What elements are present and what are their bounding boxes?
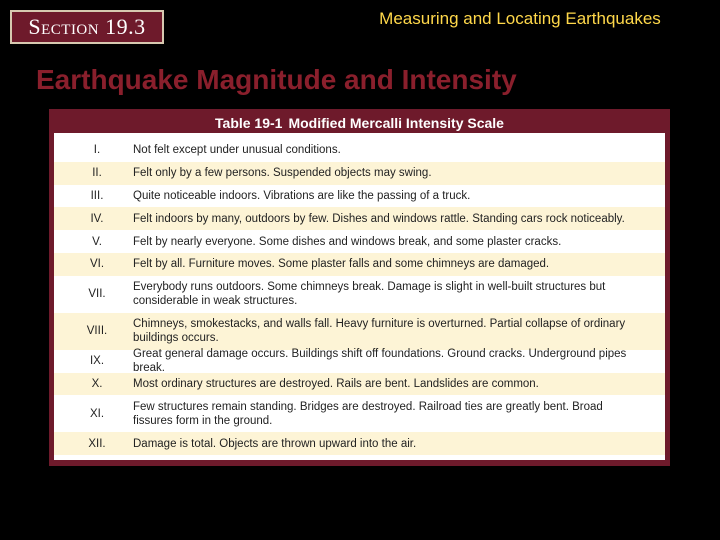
table-row <box>54 350 665 373</box>
table-body <box>54 133 665 460</box>
table-caption <box>54 109 665 133</box>
table-row <box>54 207 665 230</box>
intensity-description: Few structures remain standing. Bridges are destroyed. Railroad ties are greatly bent. Broad fissures form in the ground. <box>133 400 603 427</box>
intensity-level: I. <box>93 144 101 157</box>
intensity-description: Most ordinary structures are destroyed. Rails are bent. Landslides are common. <box>133 377 539 390</box>
table-row <box>54 230 665 253</box>
intensity-description: Felt indoors by many, outdoors by few. Dishes and windows rattle. Standing cars rock noticeably. <box>133 212 625 225</box>
table-row <box>54 373 665 396</box>
intensity-description: Everybody runs outdoors. Some chimneys break. Damage is slight in well-built structures but considerable in weak structures. <box>133 281 606 308</box>
table-row <box>54 395 665 432</box>
intensity-level: II. <box>92 167 102 180</box>
intensity-description: Felt by nearly everyone. Some dishes and windows break, and some plaster cracks. <box>133 235 562 248</box>
intensity-level: XI. <box>89 407 105 420</box>
intensity-level: VI. <box>89 258 105 271</box>
section-badge <box>10 10 164 44</box>
table-row <box>54 185 665 208</box>
intensity-description: Quite noticeable indoors. Vibrations are like the passing of a truck. <box>133 189 471 202</box>
section-number: 19.3 <box>105 14 146 39</box>
intensity-level: IV. <box>90 212 104 225</box>
intensity-description: Not felt except under unusual conditions. <box>133 144 341 157</box>
table-row <box>54 432 665 455</box>
table-row <box>54 253 665 276</box>
intensity-description: Great general damage occurs. Buildings shift off foundations. Ground cracks. Underground pipes break. <box>133 348 627 375</box>
intensity-level: VII. <box>88 288 106 301</box>
mercalli-table <box>49 109 670 466</box>
table-row <box>54 162 665 185</box>
intensity-description: Felt by all. Furniture moves. Some plaster falls and some chimneys are damaged. <box>133 258 550 271</box>
section-prefix: Section <box>28 14 100 39</box>
intensity-level: IX. <box>89 355 105 368</box>
intensity-level: VIII. <box>86 325 108 338</box>
table-row <box>54 139 665 162</box>
table-row <box>54 313 665 350</box>
intensity-description: Felt only by a few persons. Suspended objects may swing. <box>133 167 432 180</box>
intensity-level: III. <box>90 189 104 202</box>
slide-title: Earthquake Magnitude and Intensity <box>36 64 517 95</box>
table-title: Modified Mercalli Intensity Scale <box>288 115 504 131</box>
intensity-level: V. <box>92 235 102 248</box>
table-label: Table 19-1 <box>215 115 283 131</box>
intensity-description: Chimneys, smokestacks, and walls fall. Heavy furniture is overturned. Partial collapse of ordinary buildings occurs. <box>133 318 626 345</box>
intensity-description: Damage is total. Objects are thrown upward into the air. <box>133 437 417 450</box>
chapter-title: Measuring and Locating Earthquakes <box>379 9 661 28</box>
intensity-level: XII. <box>88 437 106 450</box>
table-row <box>54 276 665 313</box>
intensity-level: X. <box>91 377 103 390</box>
